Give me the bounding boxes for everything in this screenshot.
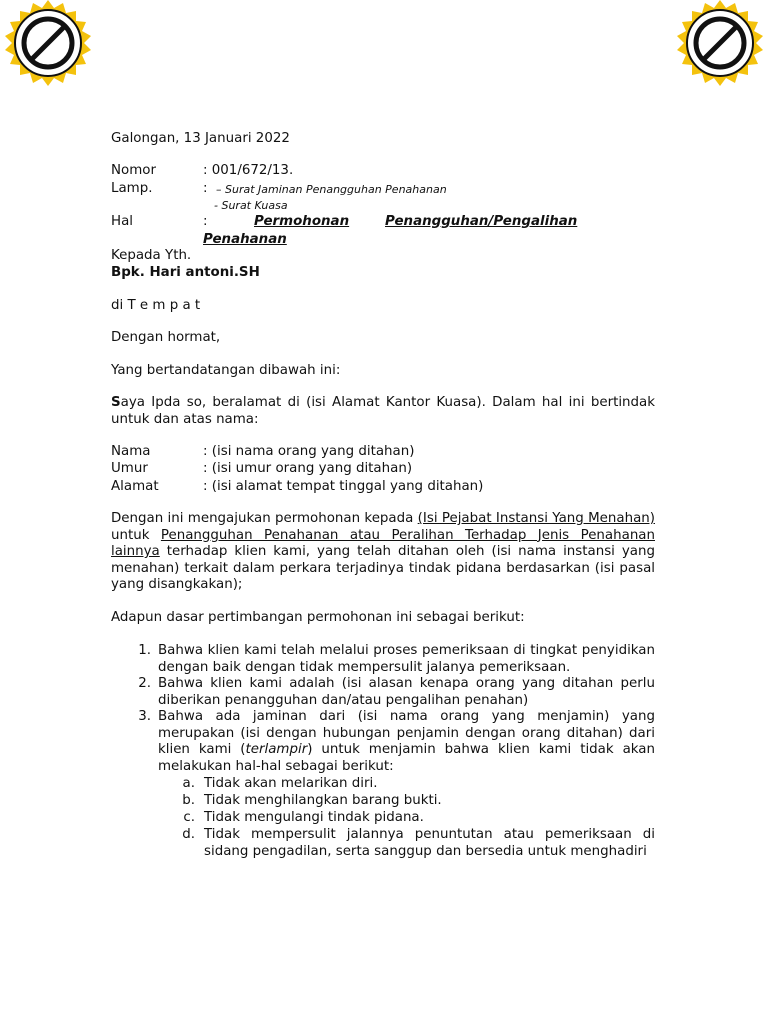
request-text-a: Dengan ini mengajukan permohonan kepada <box>111 511 418 526</box>
paragraph-basis: Adapun dasar pertimbangan permohonan ini sebagai berikut: <box>111 610 525 625</box>
greeting: Dengan hormat, <box>111 330 221 345</box>
hal-colon: : <box>203 214 208 229</box>
sublist-item-b: Tidak menghilangkan barang bukti. <box>204 793 442 808</box>
identity-value-name: : (isi nama orang yang ditahan) <box>203 444 415 459</box>
hal-subject-part1: Permohonan <box>254 214 350 229</box>
sublist-letter-b: b. <box>182 793 195 808</box>
list-item-1: Bahwa klien kami telah melalui proses pemeriksaan di tingkat penyidikan dengan baik dengan tidak mempersulit jalanya pemeriksaan. <box>158 643 655 675</box>
hal-subject-part2: Penangguhan/Pengalihan <box>385 214 578 229</box>
lamp-item-1: – Surat Jaminan Penangguhan Penahanan <box>216 183 447 196</box>
hal-subject-line2: Penahanan <box>203 232 287 247</box>
lamp-colon: : <box>203 181 208 196</box>
list-item-3 <box>158 709 655 775</box>
recipient-name: Bpk. Hari antoni.SH <box>111 265 260 280</box>
list-item-3-text-a: Bahwa ada jaminan dari (isi nama orang yang menjamin) yang merupakan (isi dengan hubungan penjamin dengan orang ditahan) dari klien kami ( <box>158 709 655 757</box>
request-text-c: untuk <box>111 527 161 543</box>
identity-label-address: Alamat <box>111 479 159 494</box>
paragraph-identity-text: aya Ipda so, beralamat di (isi Alamat Kantor Kuasa). Dalam hal ini bertindak untuk dan atas nama: <box>111 395 655 427</box>
sublist-item-d: Tidak mempersulit jalannya penuntutan atau pemeriksaan di sidang pengadilan, serta sanggup dan bersedia untuk menghadiri <box>204 827 655 859</box>
list-number-1: 1. <box>138 643 151 658</box>
list-item-3-attached: terlampir <box>245 742 308 757</box>
identity-label-age: Umur <box>111 461 148 476</box>
lamp-item-2: - Surat Kuasa <box>214 199 288 212</box>
recipient-place: di T e m p a t <box>111 298 201 313</box>
request-text-e: terhadap klien kami, yang telah ditahan oleh (isi nama instansi yang menahan) terkait dalam perkara terjadinya tindak pidana berdasarkan (isi pasal yang disangkakan); <box>111 544 655 592</box>
list-item-3-text-b: ) untuk menjamin bahwa klien kami tidak akan melakukan hal-hal sebagai berikut: <box>158 742 655 774</box>
place-date: Galongan, 13 Januari 2022 <box>111 131 290 146</box>
paragraph-request <box>111 511 655 594</box>
sublist-letter-c: c. <box>183 810 195 825</box>
recipient-to: Kepada Yth. <box>111 248 192 263</box>
identity-label-name: Nama <box>111 444 151 459</box>
request-authority: (Isi Pejabat Instansi Yang Menahan) <box>417 511 655 526</box>
intro: Yang bertandatangan dibawah ini: <box>111 363 341 378</box>
request-type: Penangguhan Penahanan atau Peralihan Terhadap Jenis Penahanan lainnya <box>111 527 655 559</box>
identity-value-age: : (isi umur orang yang ditahan) <box>203 461 413 476</box>
sublist-item-c: Tidak mengulangi tindak pidana. <box>204 810 424 825</box>
identity-value-address: : (isi alamat tempat tinggal yang ditahan) <box>203 479 484 494</box>
nomor-value: : 001/672/13. <box>203 163 294 178</box>
nomor-label: Nomor <box>111 163 156 178</box>
watermark-seal-left <box>2 0 94 90</box>
list-number-2: 2. <box>138 676 151 691</box>
drop-letter: S <box>111 395 121 410</box>
sublist-item-a: Tidak akan melarikan diri. <box>204 776 378 791</box>
lamp-label: Lamp. <box>111 181 153 196</box>
sublist-letter-a: a. <box>182 776 195 791</box>
watermark-seal-right <box>674 0 766 90</box>
paragraph-identity-intro <box>111 395 655 428</box>
list-number-3: 3. <box>138 709 151 724</box>
hal-label: Hal <box>111 214 133 229</box>
sublist-letter-d: d. <box>182 827 195 842</box>
list-item-2: Bahwa klien kami adalah (isi alasan kenapa orang yang ditahan perlu diberikan penangguhan dan/atau pengalihan penahan) <box>158 676 655 708</box>
